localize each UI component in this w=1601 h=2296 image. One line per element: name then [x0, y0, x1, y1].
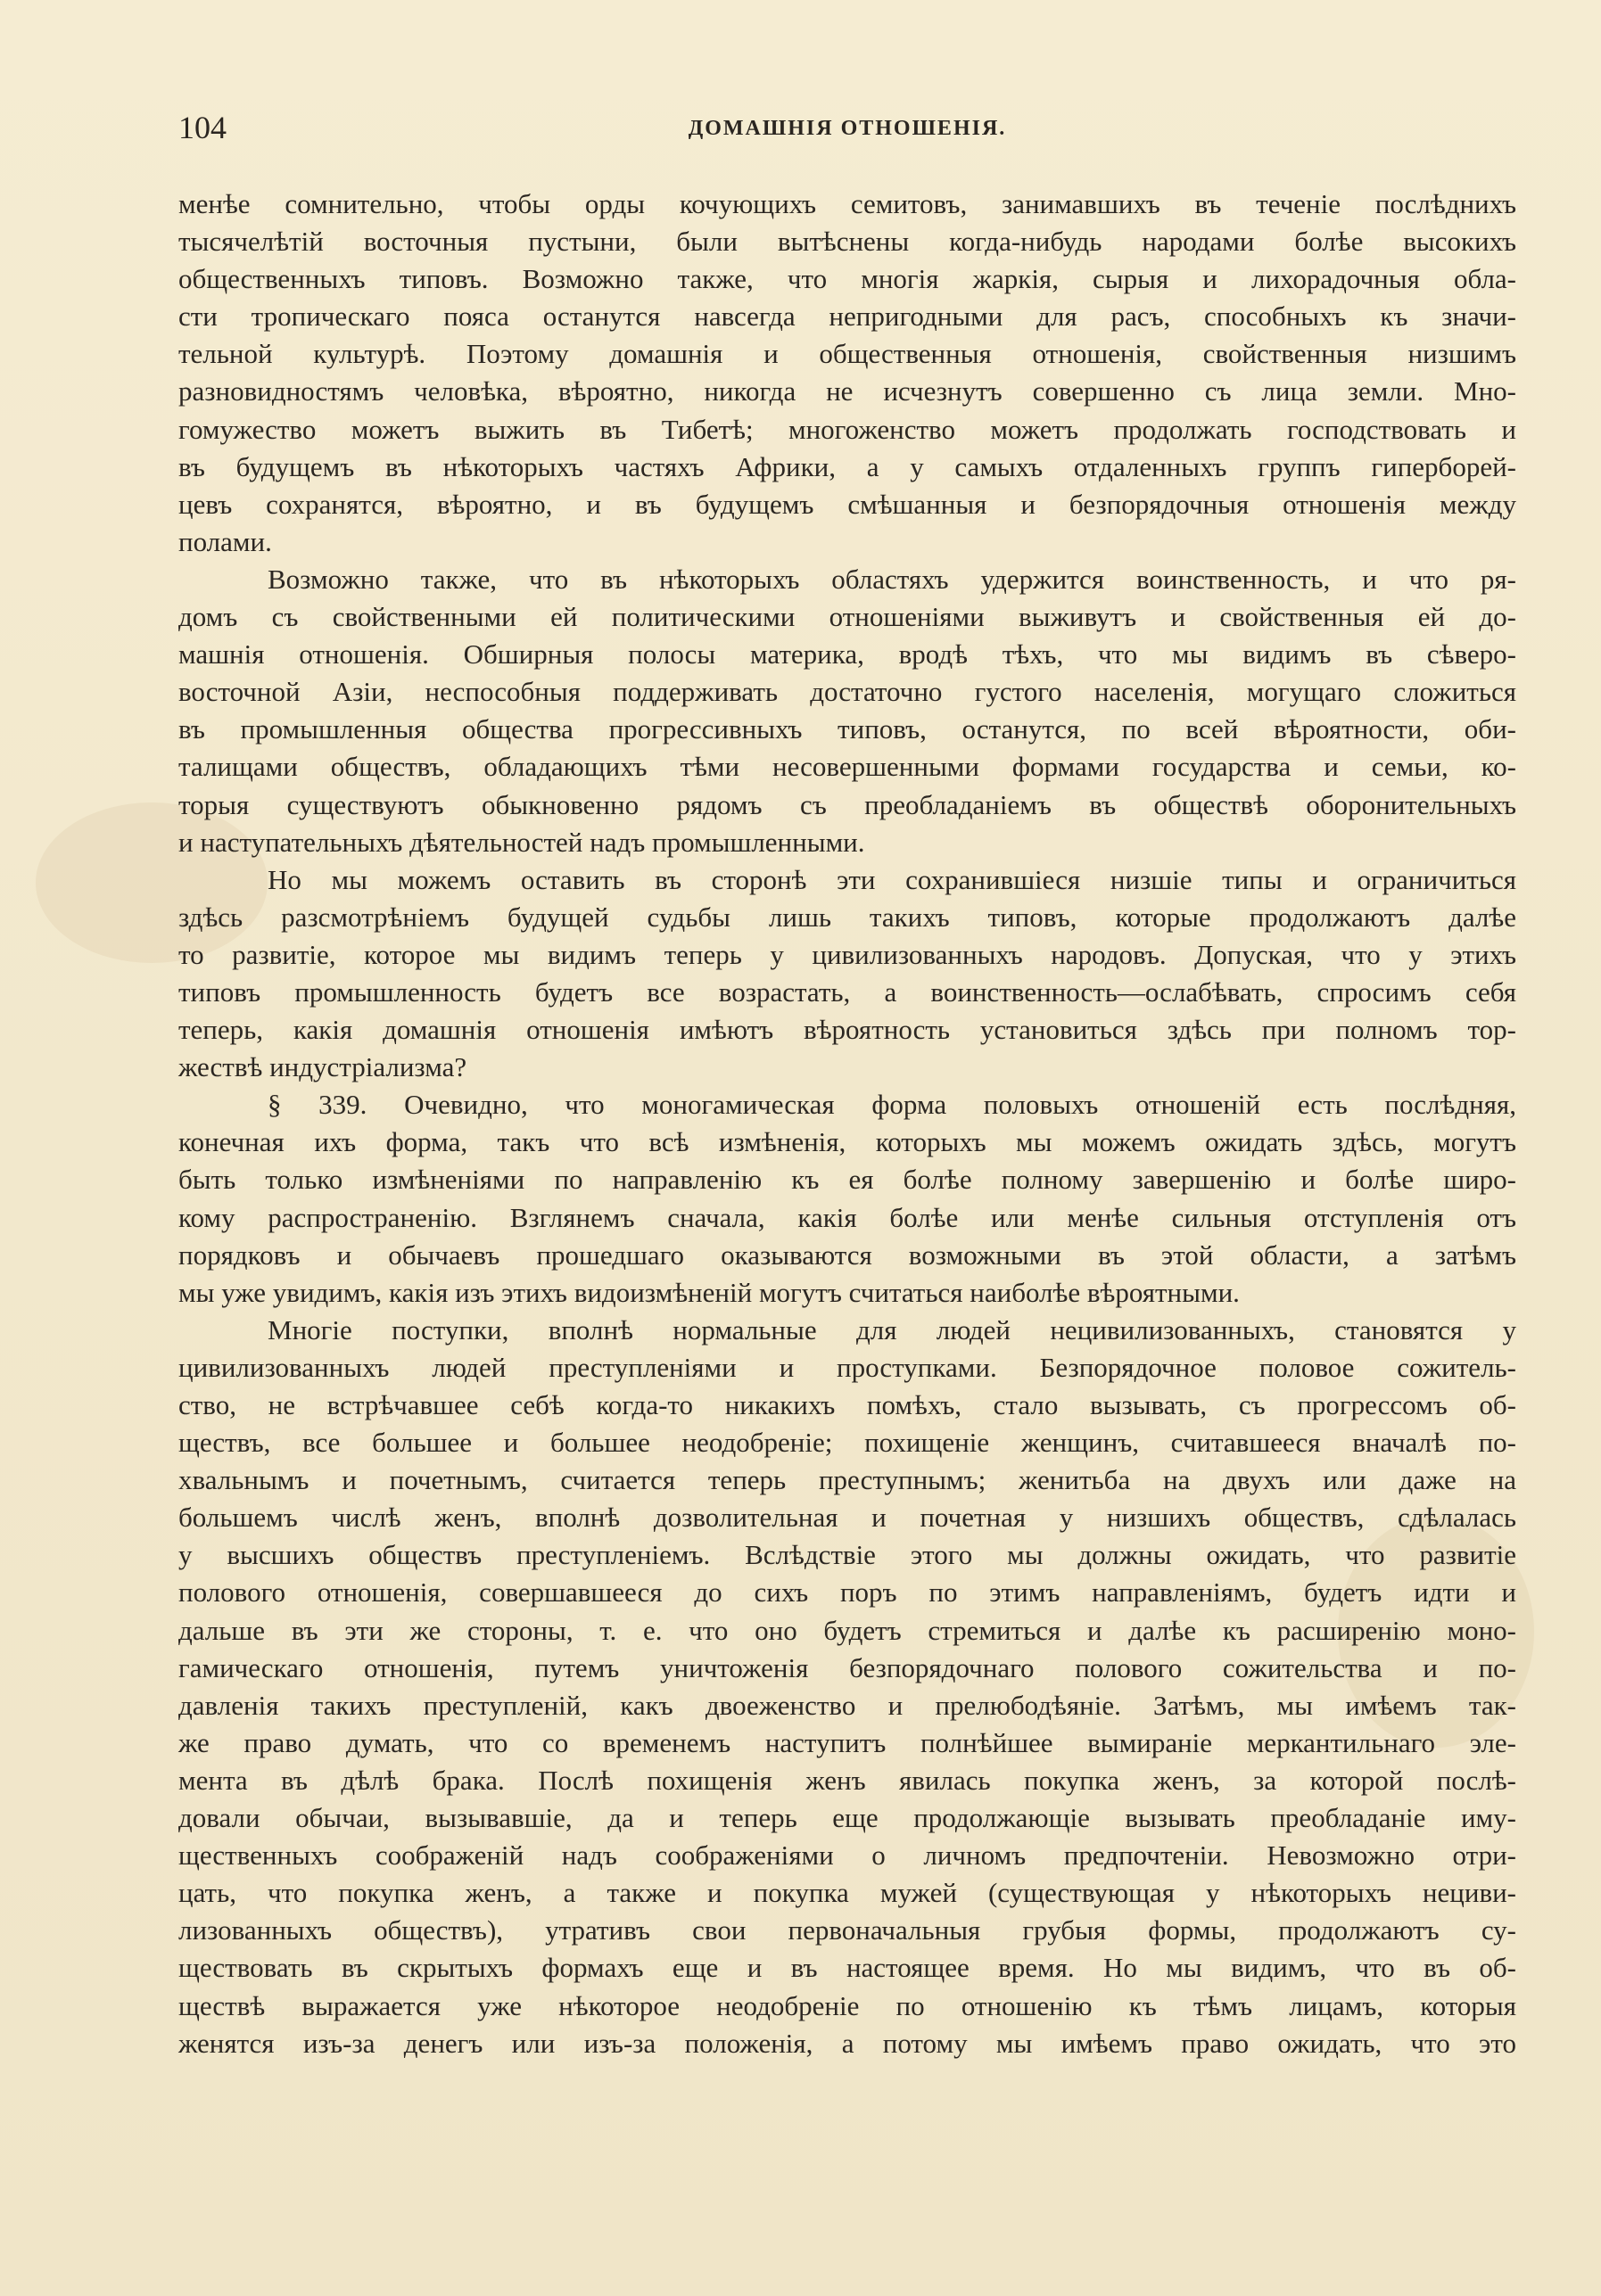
- page-header: [178, 105, 1516, 150]
- text-line: общественныхъ типовъ. Возможно также, что многія жаркія, сырыя и лихорадочныя обла-: [178, 263, 1516, 295]
- page-number: 104: [178, 110, 227, 145]
- text-line: талищами обществъ, обладающихъ тѣми несовершенными формами государства и семьи, ко-: [178, 751, 1516, 783]
- text-line: цать, что покупка женъ, а также и покупка мужей (существующая у нѣкоторыхъ нециви-: [178, 1877, 1516, 1909]
- text-line: разновидностямъ человѣка, вѣроятно, никогда не исчезнутъ совершенно съ лица земли. Мно-: [178, 375, 1516, 407]
- text-line: менѣе сомнительно, чтобы орды кочующихъ семитовъ, занимавшихъ въ теченіе послѣднихъ: [178, 188, 1516, 219]
- text-line: полами.: [178, 525, 272, 557]
- text-line: тысячелѣтій восточныя пустыни, были вытѣснены когда-нибудь народами болѣе высокихъ: [178, 226, 1516, 258]
- text-line: сти тропическаго пояса останутся навсегда непригодными для расъ, способныхъ къ значи-: [178, 300, 1516, 333]
- text-line: довали обычаи, вызывавшіе, да и теперь еще продолжающіе вызывать преобладаніе иму-: [178, 1802, 1516, 1834]
- text-line: полового отношенія, совершавшееся до сихъ поръ по этимъ направленіямъ, будетъ идти и: [178, 1576, 1516, 1609]
- text-line: торыя существуютъ обыкновенно рядомъ съ преобладаніемъ въ обществѣ оборонительныхъ: [178, 788, 1516, 820]
- text-line: ство, не встрѣчавшее себѣ когда-то никакихъ помѣхъ, стало вызывать, съ прогрессомъ об-: [178, 1389, 1516, 1420]
- text-line: у высшихъ обществъ преступленіемъ. Вслѣдствіе этого мы должны ожидать, что развитіе: [178, 1539, 1516, 1571]
- text-line: ществовать въ скрытыхъ формахъ еще и въ настоящее время. Но мы видимъ, что въ об-: [178, 1952, 1516, 1984]
- text-line: жествѣ индустріализма?: [178, 1051, 467, 1083]
- text-line: кому распространенію. Взглянемъ сначала, какія болѣе или менѣе сильныя отступленія отъ: [178, 1201, 1516, 1233]
- text-line: въ будущемъ въ нѣкоторыхъ частяхъ Африки, а у самыхъ отдаленныхъ группъ гиперборей-: [178, 450, 1516, 482]
- text-line: же право думать, что со временемъ наступитъ полнѣйшее вымираніе меркантильнаго эле-: [178, 1726, 1516, 1758]
- text-line: быть только измѣненіями по направленію къ ея болѣе полному завершенію и болѣе широ-: [178, 1164, 1516, 1196]
- text-line: щественныхъ соображеній надъ соображеніями о личномъ предпочтеніи. Невозможно отри-: [178, 1839, 1516, 1872]
- text-line: давленія такихъ преступленій, какъ двоеженство и прелюбодѣяніе. Затѣмъ, мы имѣемъ так-: [178, 1689, 1516, 1721]
- body-text: [178, 185, 1516, 2062]
- text-line: гомужество можетъ выжить въ Тибетѣ; многоженство можетъ продолжать господствовать и: [178, 413, 1516, 445]
- text-line: § 339. Очевидно, что моногамическая форма половыхъ отношеній есть послѣдняя,: [268, 1089, 1516, 1121]
- text-line: ществъ, все большее и большее неодобреніе; похищеніе женщинъ, считавшееся вначалѣ по-: [178, 1427, 1516, 1459]
- text-line: Но мы можемъ оставить въ сторонѣ эти сохранившіеся низшіе типы и ограничиться: [268, 863, 1516, 895]
- text-line: мы уже увидимъ, какія изъ этихъ видоизмѣненій могутъ считаться наиболѣе вѣроятными.: [178, 1276, 1240, 1308]
- text-line: тельной культурѣ. Поэтому домашнія и общественныя отношенія, свойственныя низшимъ: [178, 338, 1516, 370]
- text-line: гамическаго отношенія, путемъ уничтоженія безпорядочнаго полового сожительства и по-: [178, 1651, 1516, 1683]
- text-line: здѣсь разсмотрѣніемъ будущей судьбы лишь такихъ типовъ, которые продолжаютъ далѣе: [178, 901, 1516, 933]
- text-line: въ промышленныя общества прогрессивныхъ типовъ, останутся, по всей вѣроятности, оби-: [178, 713, 1516, 745]
- text-line: ществѣ выражается уже нѣкоторое неодобреніе по отношенію къ тѣмъ лицамъ, которыя: [178, 1989, 1516, 2021]
- text-line: Многіе поступки, вполнѣ нормальные для людей нецивилизованныхъ, становятся у: [268, 1313, 1516, 1346]
- text-line: теперь, какія домашнія отношенія имѣютъ вѣроятность установиться здѣсь при полномъ тор-: [178, 1014, 1516, 1046]
- text-line: женятся изъ-за денегъ или изъ-за положенія, а потому мы имѣемъ право ожидать, что это: [178, 2027, 1516, 2059]
- text-line: цивилизованныхъ людей преступленіями и проступками. Безпорядочное половое сожитель-: [178, 1351, 1516, 1383]
- text-line: домъ съ свойственными ей политическими отношеніями выживутъ и свойственныя ей до-: [178, 601, 1516, 633]
- text-line: большемъ числѣ женъ, вполнѣ дозволительная и почетная у низшихъ обществъ, сдѣлалась: [178, 1502, 1516, 1534]
- text-line: мента въ дѣлѣ брака. Послѣ похищенія женъ явилась покупка женъ, за которой послѣ-: [178, 1764, 1516, 1796]
- text-line: лизованныхъ обществъ), утративъ свои первоначальныя грубыя формы, продолжаютъ су-: [178, 1914, 1516, 1946]
- text-line: порядковъ и обычаевъ прошедшаго оказываются возможными въ этой области, а затѣмъ: [178, 1239, 1516, 1271]
- text-line: Возможно также, что въ нѣкоторыхъ областяхъ удержится воинственность, и что ря-: [268, 563, 1516, 595]
- running-head: ДОМАШНІЯ ОТНОШЕНІЯ.: [688, 117, 1007, 140]
- text-line: машнія отношенія. Обширныя полосы материка, вродѣ тѣхъ, что мы видимъ въ сѣверо-: [178, 638, 1516, 671]
- text-line: хвальнымъ и почетнымъ, считается теперь преступнымъ; женитьба на двухъ или даже на: [178, 1464, 1516, 1496]
- text-line: то развитіе, которое мы видимъ теперь у цивилизованныхъ народовъ. Допуская, что у этихъ: [178, 938, 1516, 970]
- text-line: дальше въ эти же стороны, т. е. что оно будетъ стремиться и далѣе къ расширенію моно-: [178, 1614, 1516, 1646]
- text-line: и наступательныхъ дѣятельностей надъ промышленными.: [178, 826, 865, 858]
- text-line: восточной Азіи, неспособныя поддерживать достаточно густого населенія, могущаго сложиться: [178, 676, 1516, 708]
- text-line: конечная ихъ форма, такъ что всѣ измѣненія, которыхъ мы можемъ ожидать здѣсь, могутъ: [178, 1126, 1516, 1158]
- text-line: цевъ сохранятся, вѣроятно, и въ будущемъ смѣшанныя и безпорядочныя отношенія между: [178, 488, 1516, 520]
- text-line: типовъ промышленность будетъ все возрастать, а воинственность—ослабѣвать, спросимъ себя: [178, 975, 1516, 1008]
